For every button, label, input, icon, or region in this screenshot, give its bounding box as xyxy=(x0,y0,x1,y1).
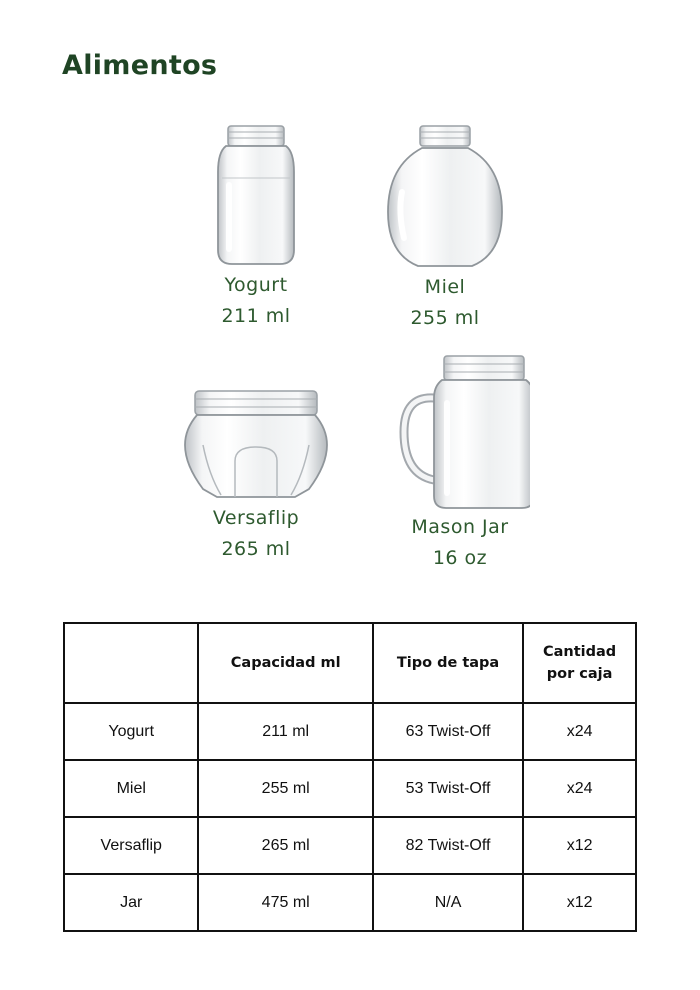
cell-capacity: 211 ml xyxy=(198,703,372,760)
cell-lid: 63 Twist-Off xyxy=(373,703,523,760)
header-lid-type: Tipo de tapa xyxy=(373,623,523,703)
header-capacity: Capacidad ml xyxy=(198,623,372,703)
header-quantity-line1: Cantidad xyxy=(542,644,617,660)
cell-lid: 82 Twist-Off xyxy=(373,817,523,874)
table-header-row xyxy=(64,623,636,703)
cell-product: Jar xyxy=(64,874,198,931)
cell-product: Versaflip xyxy=(64,817,198,874)
mason-jar-icon xyxy=(390,352,530,512)
cell-quantity: x24 xyxy=(523,703,636,760)
cell-quantity: x24 xyxy=(523,760,636,817)
specs-table xyxy=(63,622,637,932)
product-name: Yogurt xyxy=(224,274,288,296)
header-quantity xyxy=(523,623,636,703)
table-row xyxy=(64,874,636,931)
cell-product: Miel xyxy=(64,760,198,817)
product-size: 265 ml xyxy=(221,538,291,560)
table-row xyxy=(64,817,636,874)
product-size: 211 ml xyxy=(221,305,291,327)
table-row xyxy=(64,703,636,760)
yogurt-jar-icon xyxy=(196,122,316,270)
product-name: Mason Jar xyxy=(411,516,509,538)
product-mason-jar xyxy=(375,352,545,574)
cell-lid: 53 Twist-Off xyxy=(373,760,523,817)
product-size: 255 ml xyxy=(410,307,480,329)
product-yogurt xyxy=(171,122,341,332)
cell-quantity: x12 xyxy=(523,817,636,874)
honey-jar-icon xyxy=(382,122,508,272)
cell-capacity: 265 ml xyxy=(198,817,372,874)
cell-lid: N/A xyxy=(373,874,523,931)
product-miel xyxy=(360,122,530,334)
cell-quantity: x12 xyxy=(523,874,636,931)
table-row xyxy=(64,760,636,817)
product-name: Miel xyxy=(424,276,466,298)
product-versaflip xyxy=(171,385,341,565)
cell-product: Yogurt xyxy=(64,703,198,760)
cell-capacity: 475 ml xyxy=(198,874,372,931)
header-blank xyxy=(64,623,198,703)
header-quantity-line2: por caja xyxy=(546,666,613,682)
versaflip-jar-icon xyxy=(181,385,331,503)
cell-capacity: 255 ml xyxy=(198,760,372,817)
page-title: Alimentos xyxy=(62,50,218,81)
product-name: Versaflip xyxy=(212,507,300,529)
product-size: 16 oz xyxy=(432,547,488,569)
